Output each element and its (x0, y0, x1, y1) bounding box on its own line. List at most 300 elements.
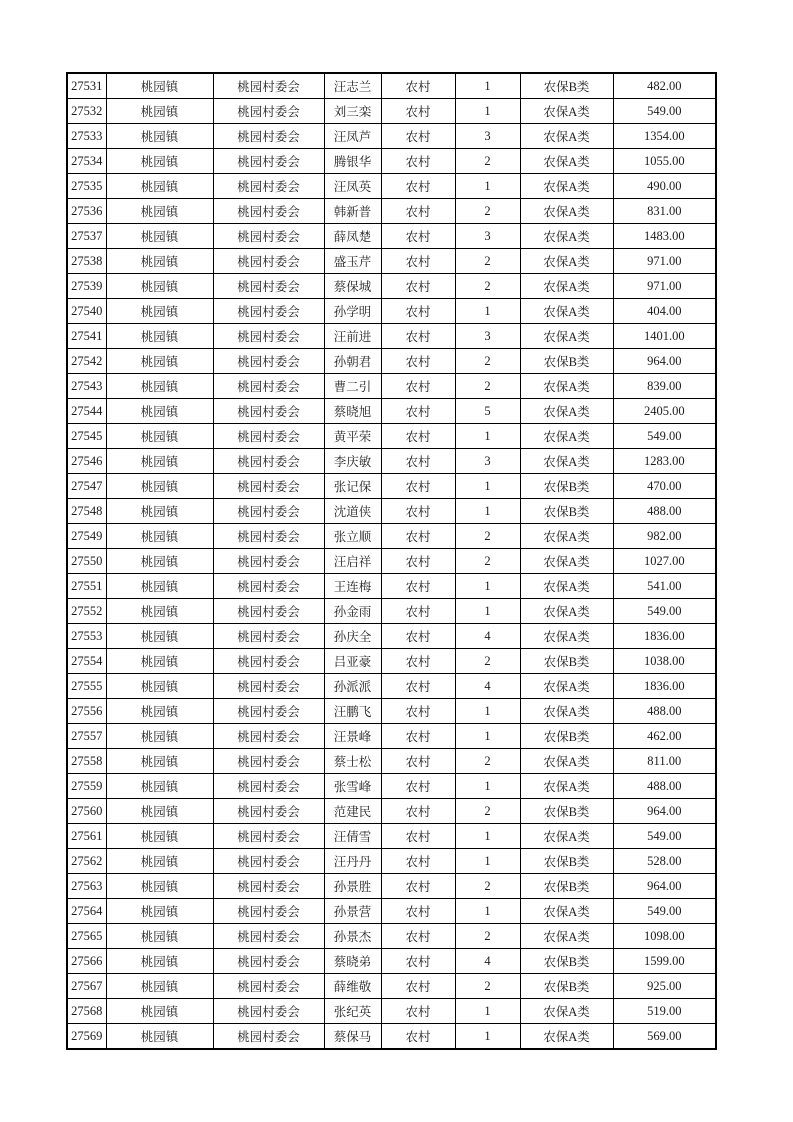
cell-person-count: 1 (455, 499, 520, 524)
cell-insurance-category: 农保A类 (520, 299, 613, 324)
table-row (67, 749, 716, 774)
cell-town: 桃园镇 (106, 374, 213, 399)
cell-village-committee: 桃园村委会 (213, 774, 324, 799)
cell-household-type: 农村 (381, 274, 455, 299)
cell-village-committee: 桃园村委会 (213, 174, 324, 199)
cell-town: 桃园镇 (106, 874, 213, 899)
cell-household-type: 农村 (381, 449, 455, 474)
cell-town: 桃园镇 (106, 324, 213, 349)
cell-village-committee: 桃园村委会 (213, 424, 324, 449)
cell-insurance-category: 农保B类 (520, 874, 613, 899)
cell-insurance-category: 农保B类 (520, 73, 613, 99)
cell-person-count: 4 (455, 949, 520, 974)
cell-serial-number: 27556 (67, 699, 106, 724)
cell-person-count: 1 (455, 299, 520, 324)
cell-household-type: 农村 (381, 349, 455, 374)
cell-amount: 519.00 (613, 999, 716, 1024)
cell-town: 桃园镇 (106, 249, 213, 274)
cell-town: 桃园镇 (106, 99, 213, 124)
cell-serial-number: 27554 (67, 649, 106, 674)
cell-village-committee: 桃园村委会 (213, 799, 324, 824)
cell-person-name: 范建民 (324, 799, 381, 824)
cell-village-committee: 桃园村委会 (213, 474, 324, 499)
cell-insurance-category: 农保A类 (520, 699, 613, 724)
cell-person-name: 汪丹丹 (324, 849, 381, 874)
cell-serial-number: 27535 (67, 174, 106, 199)
cell-person-name: 张纪英 (324, 999, 381, 1024)
cell-town: 桃园镇 (106, 574, 213, 599)
cell-insurance-category: 农保B类 (520, 499, 613, 524)
cell-serial-number: 27567 (67, 974, 106, 999)
cell-person-name: 薛维敬 (324, 974, 381, 999)
cell-person-name: 吕亚豪 (324, 649, 381, 674)
cell-insurance-category: 农保A类 (520, 424, 613, 449)
cell-serial-number: 27534 (67, 149, 106, 174)
cell-town: 桃园镇 (106, 674, 213, 699)
cell-person-name: 李庆敏 (324, 449, 381, 474)
table-row (67, 774, 716, 799)
cell-person-count: 5 (455, 399, 520, 424)
cell-amount: 1483.00 (613, 224, 716, 249)
table-row (67, 999, 716, 1024)
cell-amount: 1401.00 (613, 324, 716, 349)
cell-insurance-category: 农保A类 (520, 824, 613, 849)
cell-household-type: 农村 (381, 849, 455, 874)
cell-insurance-category: 农保A类 (520, 174, 613, 199)
cell-household-type: 农村 (381, 974, 455, 999)
table-row (67, 849, 716, 874)
cell-household-type: 农村 (381, 674, 455, 699)
cell-household-type: 农村 (381, 124, 455, 149)
cell-town: 桃园镇 (106, 849, 213, 874)
cell-village-committee: 桃园村委会 (213, 99, 324, 124)
cell-household-type: 农村 (381, 399, 455, 424)
cell-household-type: 农村 (381, 749, 455, 774)
cell-serial-number: 27539 (67, 274, 106, 299)
cell-person-count: 1 (455, 824, 520, 849)
cell-amount: 549.00 (613, 424, 716, 449)
cell-town: 桃园镇 (106, 974, 213, 999)
cell-household-type: 农村 (381, 774, 455, 799)
cell-person-count: 2 (455, 924, 520, 949)
cell-person-name: 汪启祥 (324, 549, 381, 574)
cell-town: 桃园镇 (106, 624, 213, 649)
cell-person-count: 3 (455, 224, 520, 249)
cell-person-count: 1 (455, 599, 520, 624)
table-row (67, 724, 716, 749)
cell-insurance-category: 农保B类 (520, 949, 613, 974)
table-row (67, 674, 716, 699)
table-row (67, 424, 716, 449)
table-row (67, 474, 716, 499)
cell-town: 桃园镇 (106, 199, 213, 224)
cell-person-name: 汪鹏飞 (324, 699, 381, 724)
cell-person-count: 4 (455, 624, 520, 649)
cell-person-count: 2 (455, 649, 520, 674)
cell-amount: 549.00 (613, 824, 716, 849)
cell-person-name: 张雪峰 (324, 774, 381, 799)
cell-person-count: 1 (455, 174, 520, 199)
cell-village-committee: 桃园村委会 (213, 224, 324, 249)
cell-serial-number: 27543 (67, 374, 106, 399)
cell-amount: 1098.00 (613, 924, 716, 949)
cell-village-committee: 桃园村委会 (213, 324, 324, 349)
cell-town: 桃园镇 (106, 399, 213, 424)
cell-serial-number: 27546 (67, 449, 106, 474)
cell-household-type: 农村 (381, 824, 455, 849)
cell-serial-number: 27561 (67, 824, 106, 849)
cell-insurance-category: 农保B类 (520, 849, 613, 874)
cell-serial-number: 27559 (67, 774, 106, 799)
cell-village-committee: 桃园村委会 (213, 674, 324, 699)
cell-person-name: 沈道侠 (324, 499, 381, 524)
table-row (67, 549, 716, 574)
cell-person-count: 2 (455, 274, 520, 299)
cell-insurance-category: 农保A类 (520, 899, 613, 924)
cell-person-name: 张记保 (324, 474, 381, 499)
table-row (67, 799, 716, 824)
cell-insurance-category: 农保A类 (520, 1024, 613, 1050)
cell-village-committee: 桃园村委会 (213, 199, 324, 224)
cell-amount: 982.00 (613, 524, 716, 549)
cell-person-name: 张立顺 (324, 524, 381, 549)
cell-village-committee: 桃园村委会 (213, 149, 324, 174)
cell-amount: 488.00 (613, 699, 716, 724)
table-row (67, 874, 716, 899)
cell-person-count: 3 (455, 324, 520, 349)
cell-household-type: 农村 (381, 499, 455, 524)
table-body (67, 73, 716, 1049)
cell-serial-number: 27542 (67, 349, 106, 374)
cell-insurance-category: 农保A类 (520, 324, 613, 349)
cell-village-committee: 桃园村委会 (213, 1024, 324, 1050)
cell-insurance-category: 农保A类 (520, 224, 613, 249)
table-row (67, 249, 716, 274)
cell-village-committee: 桃园村委会 (213, 399, 324, 424)
cell-village-committee: 桃园村委会 (213, 649, 324, 674)
cell-person-name: 刘三栾 (324, 99, 381, 124)
cell-person-name: 韩新普 (324, 199, 381, 224)
table-row (67, 174, 716, 199)
cell-serial-number: 27558 (67, 749, 106, 774)
cell-person-name: 盛玉芹 (324, 249, 381, 274)
cell-serial-number: 27544 (67, 399, 106, 424)
cell-amount: 549.00 (613, 99, 716, 124)
cell-town: 桃园镇 (106, 424, 213, 449)
cell-insurance-category: 农保B类 (520, 474, 613, 499)
cell-amount: 964.00 (613, 349, 716, 374)
cell-village-committee: 桃园村委会 (213, 874, 324, 899)
cell-amount: 488.00 (613, 774, 716, 799)
cell-household-type: 农村 (381, 999, 455, 1024)
cell-amount: 811.00 (613, 749, 716, 774)
cell-person-count: 1 (455, 99, 520, 124)
cell-insurance-category: 农保B类 (520, 649, 613, 674)
cell-person-name: 孙景营 (324, 899, 381, 924)
cell-village-committee: 桃园村委会 (213, 374, 324, 399)
cell-person-count: 2 (455, 149, 520, 174)
cell-village-committee: 桃园村委会 (213, 499, 324, 524)
table-row (67, 199, 716, 224)
cell-insurance-category: 农保A类 (520, 924, 613, 949)
cell-household-type: 农村 (381, 174, 455, 199)
cell-insurance-category: 农保A类 (520, 99, 613, 124)
cell-insurance-category: 农保A类 (520, 274, 613, 299)
cell-town: 桃园镇 (106, 149, 213, 174)
cell-person-count: 2 (455, 874, 520, 899)
cell-person-count: 1 (455, 73, 520, 99)
cell-person-count: 2 (455, 374, 520, 399)
cell-serial-number: 27550 (67, 549, 106, 574)
cell-serial-number: 27547 (67, 474, 106, 499)
cell-serial-number: 27557 (67, 724, 106, 749)
cell-insurance-category: 农保B类 (520, 349, 613, 374)
cell-household-type: 农村 (381, 149, 455, 174)
cell-insurance-category: 农保B类 (520, 974, 613, 999)
cell-person-name: 蔡晓旭 (324, 399, 381, 424)
cell-person-name: 汪凤英 (324, 174, 381, 199)
cell-village-committee: 桃园村委会 (213, 549, 324, 574)
cell-insurance-category: 农保A类 (520, 124, 613, 149)
cell-insurance-category: 农保A类 (520, 624, 613, 649)
cell-serial-number: 27531 (67, 73, 106, 99)
pension-subsidy-table (66, 72, 717, 1050)
cell-amount: 1038.00 (613, 649, 716, 674)
cell-person-name: 蔡保城 (324, 274, 381, 299)
cell-person-count: 3 (455, 449, 520, 474)
cell-household-type: 农村 (381, 624, 455, 649)
cell-person-count: 4 (455, 674, 520, 699)
cell-amount: 404.00 (613, 299, 716, 324)
cell-household-type: 农村 (381, 599, 455, 624)
cell-serial-number: 27538 (67, 249, 106, 274)
cell-person-name: 孙派派 (324, 674, 381, 699)
cell-serial-number: 27540 (67, 299, 106, 324)
cell-town: 桃园镇 (106, 549, 213, 574)
cell-insurance-category: 农保A类 (520, 149, 613, 174)
cell-serial-number: 27566 (67, 949, 106, 974)
cell-household-type: 农村 (381, 199, 455, 224)
cell-household-type: 农村 (381, 324, 455, 349)
cell-village-committee: 桃园村委会 (213, 599, 324, 624)
cell-insurance-category: 农保A类 (520, 249, 613, 274)
cell-person-count: 1 (455, 1024, 520, 1050)
cell-household-type: 农村 (381, 724, 455, 749)
table-row (67, 1024, 716, 1050)
cell-household-type: 农村 (381, 1024, 455, 1050)
cell-village-committee: 桃园村委会 (213, 624, 324, 649)
cell-village-committee: 桃园村委会 (213, 274, 324, 299)
cell-person-name: 汪凤芦 (324, 124, 381, 149)
cell-household-type: 农村 (381, 73, 455, 99)
table-row (67, 149, 716, 174)
cell-person-count: 1 (455, 849, 520, 874)
table-row (67, 224, 716, 249)
cell-serial-number: 27536 (67, 199, 106, 224)
table-row (67, 399, 716, 424)
cell-town: 桃园镇 (106, 349, 213, 374)
cell-person-name: 孙金雨 (324, 599, 381, 624)
cell-amount: 1283.00 (613, 449, 716, 474)
cell-person-count: 2 (455, 549, 520, 574)
cell-person-count: 2 (455, 349, 520, 374)
cell-serial-number: 27555 (67, 674, 106, 699)
cell-person-count: 2 (455, 974, 520, 999)
cell-town: 桃园镇 (106, 724, 213, 749)
cell-town: 桃园镇 (106, 449, 213, 474)
cell-serial-number: 27560 (67, 799, 106, 824)
cell-person-name: 蔡士松 (324, 749, 381, 774)
cell-household-type: 农村 (381, 424, 455, 449)
cell-person-count: 3 (455, 124, 520, 149)
cell-household-type: 农村 (381, 249, 455, 274)
cell-serial-number: 27562 (67, 849, 106, 874)
cell-amount: 1027.00 (613, 549, 716, 574)
table-row (67, 124, 716, 149)
cell-amount: 1599.00 (613, 949, 716, 974)
cell-insurance-category: 农保A类 (520, 674, 613, 699)
cell-household-type: 农村 (381, 224, 455, 249)
cell-town: 桃园镇 (106, 799, 213, 824)
cell-serial-number: 27553 (67, 624, 106, 649)
table-row (67, 73, 716, 99)
table-row (67, 349, 716, 374)
cell-household-type: 农村 (381, 949, 455, 974)
table-row (67, 599, 716, 624)
cell-insurance-category: 农保A类 (520, 399, 613, 424)
cell-amount: 925.00 (613, 974, 716, 999)
cell-amount: 964.00 (613, 874, 716, 899)
table-row (67, 324, 716, 349)
cell-village-committee: 桃园村委会 (213, 899, 324, 924)
cell-amount: 490.00 (613, 174, 716, 199)
cell-village-committee: 桃园村委会 (213, 574, 324, 599)
cell-serial-number: 27548 (67, 499, 106, 524)
cell-insurance-category: 农保A类 (520, 999, 613, 1024)
cell-insurance-category: 农保A类 (520, 574, 613, 599)
cell-village-committee: 桃园村委会 (213, 349, 324, 374)
table-row (67, 574, 716, 599)
cell-serial-number: 27533 (67, 124, 106, 149)
cell-household-type: 农村 (381, 924, 455, 949)
cell-village-committee: 桃园村委会 (213, 699, 324, 724)
cell-person-name: 蔡保马 (324, 1024, 381, 1050)
cell-person-name: 汪前进 (324, 324, 381, 349)
cell-insurance-category: 农保B类 (520, 724, 613, 749)
cell-amount: 971.00 (613, 249, 716, 274)
cell-insurance-category: 农保A类 (520, 749, 613, 774)
cell-town: 桃园镇 (106, 649, 213, 674)
cell-town: 桃园镇 (106, 124, 213, 149)
cell-person-count: 1 (455, 724, 520, 749)
cell-village-committee: 桃园村委会 (213, 73, 324, 99)
cell-insurance-category: 农保A类 (520, 199, 613, 224)
cell-insurance-category: 农保B类 (520, 799, 613, 824)
table-row (67, 449, 716, 474)
cell-insurance-category: 农保A类 (520, 549, 613, 574)
cell-village-committee: 桃园村委会 (213, 949, 324, 974)
cell-insurance-category: 农保A类 (520, 449, 613, 474)
cell-person-count: 1 (455, 574, 520, 599)
cell-town: 桃园镇 (106, 899, 213, 924)
cell-insurance-category: 农保A类 (520, 524, 613, 549)
cell-town: 桃园镇 (106, 999, 213, 1024)
cell-amount: 549.00 (613, 599, 716, 624)
table-row (67, 899, 716, 924)
cell-serial-number: 27537 (67, 224, 106, 249)
cell-amount: 839.00 (613, 374, 716, 399)
table-row (67, 374, 716, 399)
cell-village-committee: 桃园村委会 (213, 924, 324, 949)
cell-household-type: 农村 (381, 649, 455, 674)
cell-household-type: 农村 (381, 874, 455, 899)
cell-serial-number: 27551 (67, 574, 106, 599)
cell-person-name: 黄平荣 (324, 424, 381, 449)
table-row (67, 299, 716, 324)
cell-town: 桃园镇 (106, 174, 213, 199)
cell-insurance-category: 农保A类 (520, 774, 613, 799)
cell-insurance-category: 农保A类 (520, 599, 613, 624)
cell-person-name: 汪志兰 (324, 73, 381, 99)
table-row (67, 274, 716, 299)
cell-person-count: 1 (455, 899, 520, 924)
cell-person-name: 汪景峰 (324, 724, 381, 749)
cell-household-type: 农村 (381, 574, 455, 599)
cell-person-name: 孙庆全 (324, 624, 381, 649)
cell-household-type: 农村 (381, 524, 455, 549)
cell-amount: 971.00 (613, 274, 716, 299)
cell-village-committee: 桃园村委会 (213, 724, 324, 749)
cell-town: 桃园镇 (106, 599, 213, 624)
cell-town: 桃园镇 (106, 949, 213, 974)
cell-village-committee: 桃园村委会 (213, 974, 324, 999)
cell-household-type: 农村 (381, 299, 455, 324)
cell-person-count: 1 (455, 474, 520, 499)
cell-household-type: 农村 (381, 899, 455, 924)
cell-amount: 541.00 (613, 574, 716, 599)
cell-serial-number: 27541 (67, 324, 106, 349)
cell-person-count: 2 (455, 799, 520, 824)
cell-person-name: 孙景胜 (324, 874, 381, 899)
cell-person-count: 2 (455, 524, 520, 549)
cell-amount: 2405.00 (613, 399, 716, 424)
cell-serial-number: 27564 (67, 899, 106, 924)
cell-person-count: 2 (455, 749, 520, 774)
cell-person-name: 王连梅 (324, 574, 381, 599)
table-row (67, 624, 716, 649)
cell-person-count: 2 (455, 249, 520, 274)
table-row (67, 824, 716, 849)
cell-person-count: 1 (455, 774, 520, 799)
cell-village-committee: 桃园村委会 (213, 449, 324, 474)
cell-household-type: 农村 (381, 374, 455, 399)
cell-person-name: 孙朝君 (324, 349, 381, 374)
cell-household-type: 农村 (381, 799, 455, 824)
cell-amount: 1055.00 (613, 149, 716, 174)
cell-person-count: 1 (455, 999, 520, 1024)
cell-serial-number: 27565 (67, 924, 106, 949)
cell-person-name: 薛凤楚 (324, 224, 381, 249)
cell-town: 桃园镇 (106, 774, 213, 799)
cell-town: 桃园镇 (106, 274, 213, 299)
table-row (67, 974, 716, 999)
cell-amount: 482.00 (613, 73, 716, 99)
cell-person-count: 2 (455, 199, 520, 224)
cell-town: 桃园镇 (106, 699, 213, 724)
cell-village-committee: 桃园村委会 (213, 124, 324, 149)
cell-amount: 1354.00 (613, 124, 716, 149)
cell-town: 桃园镇 (106, 73, 213, 99)
